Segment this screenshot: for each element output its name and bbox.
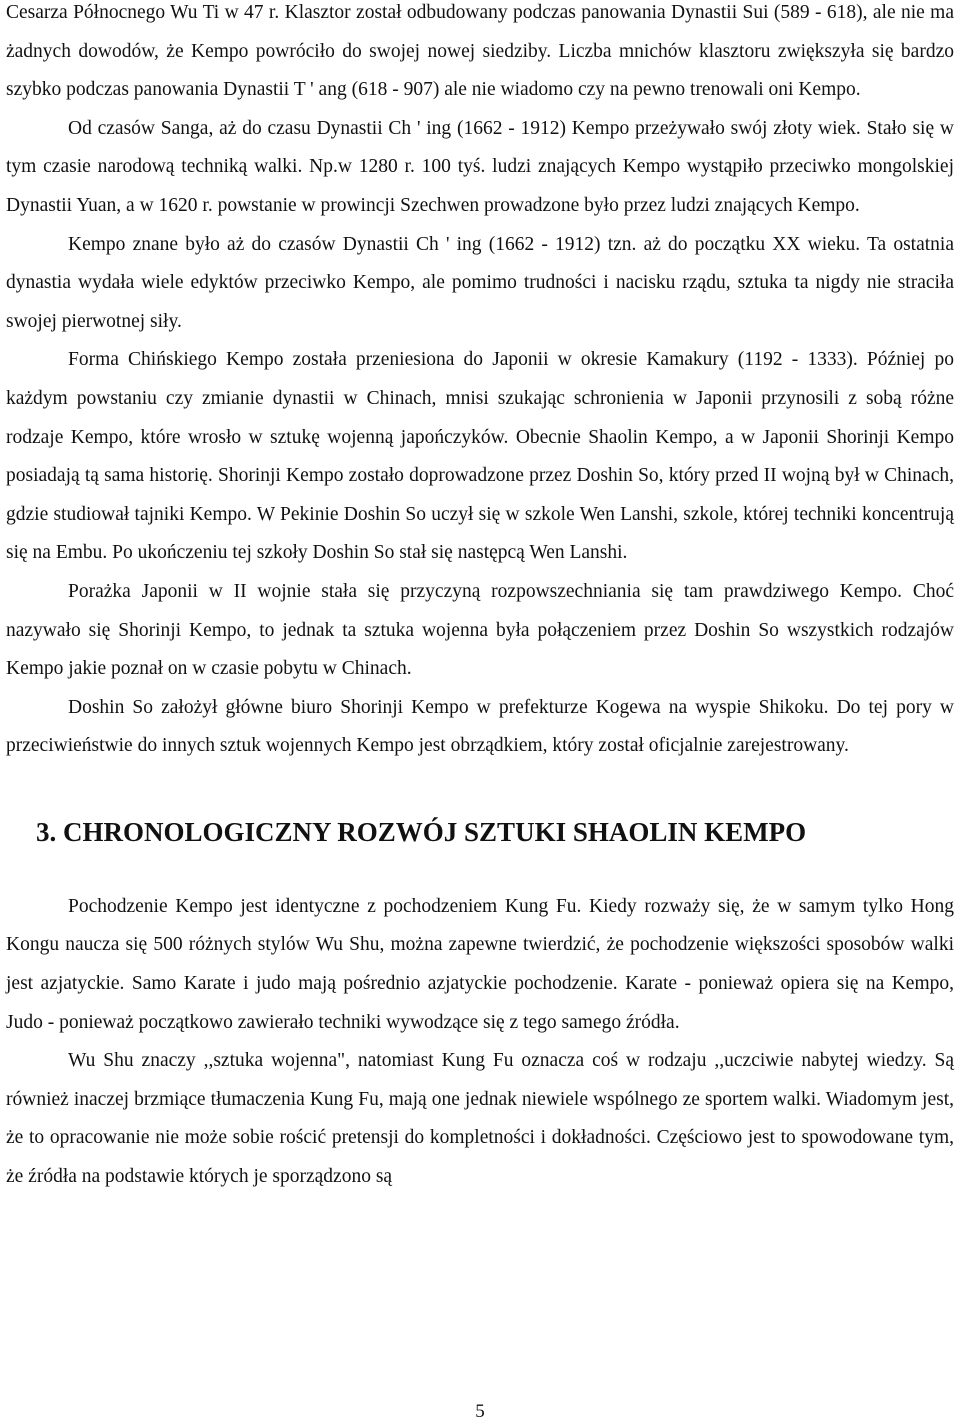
paragraph-japan-defeat: Porażka Japonii w II wojnie stała się przyczyną rozpowszechniania się tam prawdziwego Kempo. Choć nazywało się Shorinji Kempo, to jednak ta sztuka wojenna była połączeniem przez Doshin So wszystkich rodzajów Kempo jakie poznał on w czasie pobytu w Chinach. (6, 580, 954, 680)
page-number: 5 (475, 1401, 485, 1422)
document-page (6, 0, 954, 1424)
paragraph-main-office: Doshin So założył główne biuro Shorinji Kempo w prefekturze Kogewa na wyspie Shikoku. Do tej pory w przeciwieństwie do innych sztuk wojennych Kempo jest obrządkiem, który został oficjalnie zarejestrowany. (6, 696, 954, 757)
paragraph-wu-shu-meaning: Wu Shu znaczy ,,sztuka wojenna", natomiast Kung Fu oznacza coś w rodzaju ,,uczciwie nabytej wiedzy. Są również inaczej brzmiące tłumaczenia Kung Fu, mają one jednak niewiele wspólnego ze sportem walki. Wiadomym jest, że to opracowanie nie może sobie rościć pretensji do kompletności i dokładności. Częściowo jest to spowodowane tym, że źródła na podstawie których je sporządzono są (6, 1050, 954, 1188)
paragraph-japan-transfer: Forma Chińskiego Kempo została przeniesiona do Japonii w okresie Kamakury (1192 - 1333). Później po każdym powstaniu czy zmianie dynastii w Chinach, mnisi szukając schronienia w Japonii przynosili z sobą różne rodzaje Kempo, które wrosło w sztukę wojenną japończyków. Obecnie Shaolin Kempo, a w Japonii Shorinji Kempo posiadają tą sama historię. Shorinji Kempo zostało doprowadzone przez Doshin So, który przed II wojną był w Chinach, gdzie studiował tajniki Kempo. W Pekinie Doshin So uczył się w szkole Wen Lanshi, szkole, której techniki koncentrują się na Embu. Po ukończeniu tej szkoły Doshin So stał się następcą Wen Lanshi. (6, 349, 954, 564)
paragraph-origin: Pochodzenie Kempo jest identyczne z pochodzeniem Kung Fu. Kiedy rozważy się, że w samym tylko Hong Kongu naucza się 500 różnych stylów Wu Shu, można zapewne twierdzić, że pochodzenie większości sposobów walki jest azjatyckie. Samo Karate i judo mają pośrednio azjatyckie pochodzenie. Karate - ponieważ opiera się na Kempo, Judo - ponieważ początkowo zawierało techniki wywodzące się z tego samego źródła. (6, 895, 954, 1033)
section-heading: 3. CHRONOLOGICZNY ROZWÓJ SZTUKI SHAOLIN KEMPO (36, 816, 807, 847)
paragraph-continuation: Cesarza Północnego Wu Ti w 47 r. Klasztor został odbudowany podczas panowania Dynastii Sui (589 - 618), ale nie ma żadnych dowodów, że Kempo powróciło do swojej nowej siedziby. Liczba mnichów klasztoru zwiększyła się bardzo szybko podczas panowania Dynastii T ' ang (618 - 907) ale nie wiadomo czy na pewno trenowali oni Kempo. (6, 2, 954, 101)
paragraph-ching-dynasty: Kempo znane było aż do czasów Dynastii Ch ' ing (1662 - 1912) tzn. aż do początku XX wieku. Ta ostatnia dynastia wydała wiele edyktów przeciwko Kempo, ale pomimo trudności i nacisku rządu, sztuka ta nigdy nie straciła swojej pierwotnej siły. (6, 233, 954, 332)
paragraph-golden-age: Od czasów Sanga, aż do czasu Dynastii Ch ' ing (1662 - 1912) Kempo przeżywało swój złoty wiek. Stało się w tym czasie narodową techniką walki. Np.w 1280 r. 100 tyś. ludzi znających Kempo wystąpiło przeciwko mongolskiej Dynastii Yuan, a w 1620 r. powstanie w prowincji Szechwen prowadzone było przez ludzi znających Kempo. (6, 117, 954, 216)
